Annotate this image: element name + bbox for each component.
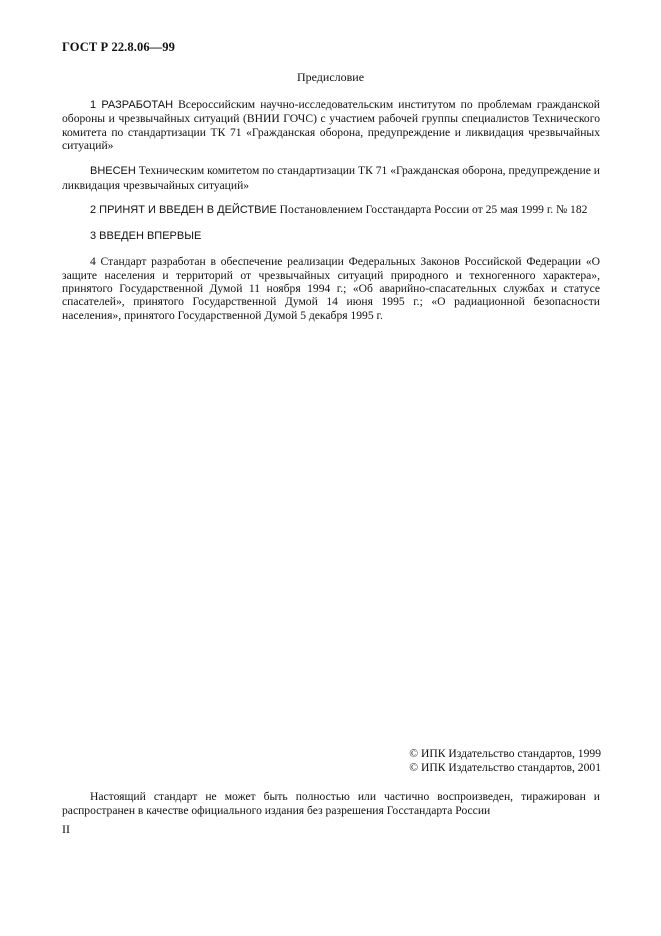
preface-item-developed bbox=[62, 98, 600, 153]
preface-item-purpose bbox=[62, 255, 600, 322]
copyright-block bbox=[409, 747, 601, 775]
preface-item-text: 4 Стандарт разработан в обеспечение реализации Федеральных Законов Российской Федерации «О защите населения и территорий от чрезвычайных ситуаций природного и техногенного характера», принятого Государственной Думой 11 ноября 1994 г.; «Об аварийно-спасательных службах и статусе спасателей», принятого Государственной Думой 14 июня 1995 г.; «О радиационной безопасности населения», принятого Государственной Думой 5 декабря 1995 г. bbox=[62, 255, 600, 322]
preface-item-adopted bbox=[62, 203, 600, 217]
page-number: II bbox=[62, 822, 70, 836]
preface-item-first-introduced bbox=[62, 229, 600, 243]
reproduction-notice: Настоящий стандарт не может быть полностью или частично воспроизведен, тиражирован и распространен в качестве официального издания без разрешения Госстандарта России bbox=[62, 790, 600, 817]
copyright-line-1999: © ИПК Издательство стандартов, 1999 bbox=[409, 747, 601, 760]
preface-item-introduced bbox=[62, 164, 600, 192]
preface-body bbox=[62, 98, 600, 334]
preface-item-text: Всероссийским научно-исследовательским институтом по проблемам гражданской обороны и чрезвычайных ситуаций (ВНИИ ГОЧС) с участием рабочей группы специалистов Технического комитета по стандартизации ТК 71 «Гражданская оборона, предупреждение и ликвидация чрезвычайных ситуаций» bbox=[62, 98, 600, 153]
preface-title: Предисловие bbox=[296, 70, 365, 84]
preface-item-text: Техническим комитетом по стандартизации ТК 71 «Гражданская оборона, предупреждение и ликвидация чрезвычайных ситуаций» bbox=[62, 164, 600, 192]
preface-item-lead: 2 ПРИНЯТ И ВВЕДЕН В ДЕЙСТВИЕ bbox=[90, 204, 277, 217]
preface-item-lead: 1 РАЗРАБОТАН bbox=[90, 99, 174, 111]
preface-item-text: Постановлением Госстандарта России от 25 мая 1999 г. № 182 bbox=[276, 203, 588, 217]
standard-code-header: ГОСТ Р 22.8.06—99 bbox=[62, 40, 175, 54]
preface-item-lead: 3 ВВЕДЕН ВПЕРВЫЕ bbox=[90, 230, 202, 243]
copyright-line-2001: © ИПК Издательство стандартов, 2001 bbox=[409, 761, 601, 774]
preface-item-lead: ВНЕСЕН bbox=[90, 165, 136, 178]
